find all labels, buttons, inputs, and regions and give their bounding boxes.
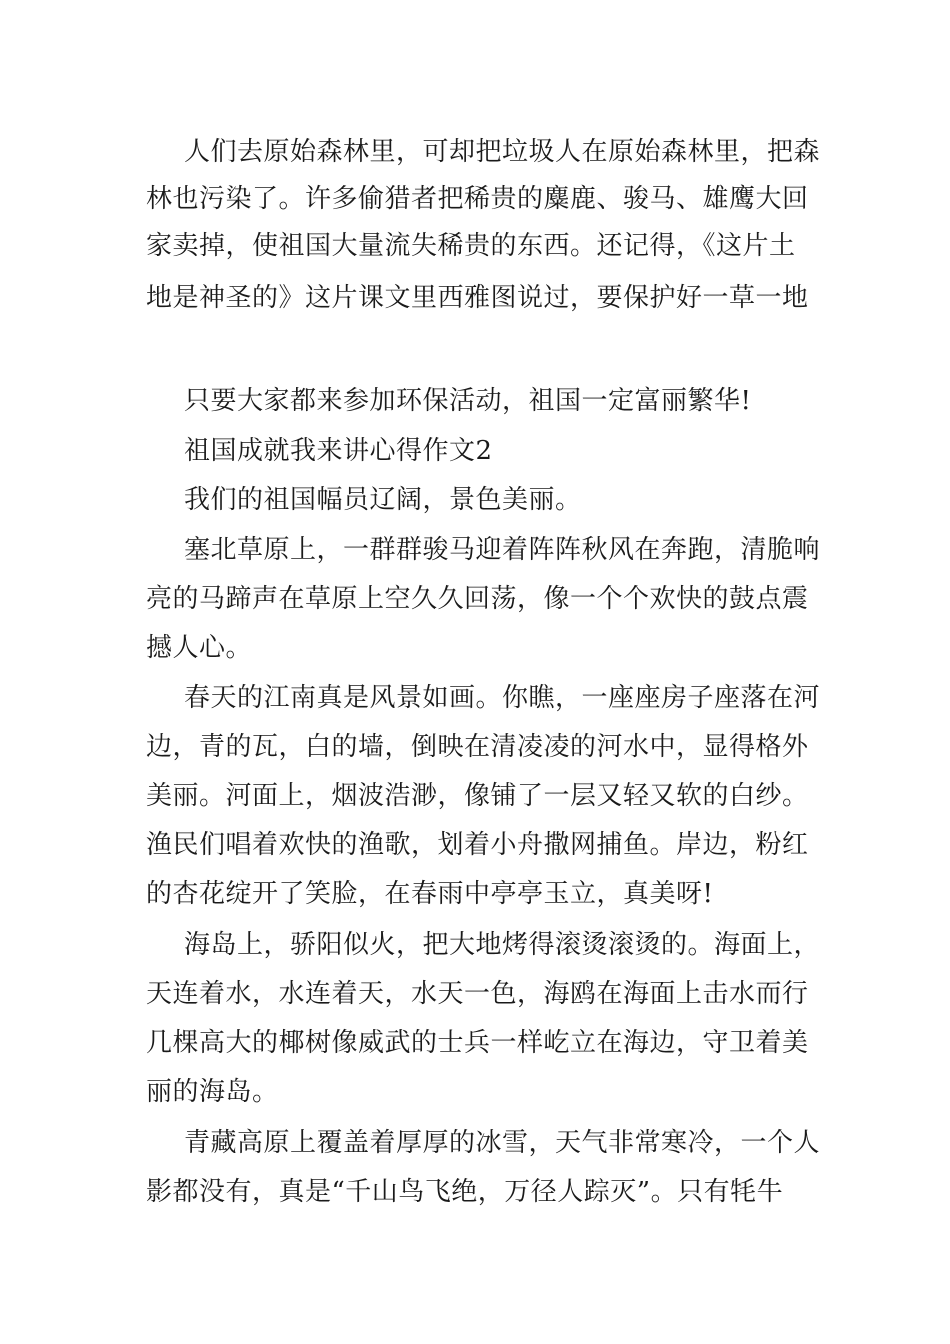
text-line: 春天的江南真是风景如画。你瞧，一座座房子座落在河 — [184, 683, 821, 713]
text-line: 影都没有，真是“千山鸟飞绝，万径人踪灭”。只有牦牛 — [146, 1177, 784, 1207]
section-heading: 祖国成就我来讲心得作文2 — [184, 436, 493, 466]
text-line: 地是神圣的》这片课文里西雅图说过，要保护好一草一地 — [146, 283, 809, 313]
text-line: 丽的海岛。 — [146, 1077, 279, 1107]
text-line: 天连着水，水连着天，水天一色，海鸥在海面上击水而行 — [146, 979, 809, 1009]
text-line: 亮的马蹄声在草原上空久久回荡，像一个个欢快的鼓点震 — [146, 584, 809, 614]
text-line: 撼人心。 — [146, 633, 253, 663]
text-line: 边，青的瓦，白的墙，倒映在清凌凌的河水中，显得格外 — [146, 732, 809, 762]
text-line: 几棵高大的椰树像威武的士兵一样屹立在海边，守卫着美 — [146, 1028, 809, 1058]
text-line: 塞北草原上，一群群骏马迎着阵阵秋风在奔跑，清脆响 — [184, 535, 821, 565]
text-line: 只要大家都来参加环保活动，祖国一定富丽繁华! — [184, 386, 752, 416]
text-line: 海岛上，骄阳似火，把大地烤得滚烫滚烫的。海面上， — [184, 930, 821, 960]
text-line: 林也污染了。许多偷猎者把稀贵的麋鹿、骏马、雄鹰大回 — [146, 184, 809, 214]
text-line: 青藏高原上覆盖着厚厚的冰雪，天气非常寒冷，一个人 — [184, 1128, 821, 1158]
text-line: 我们的祖国幅员辽阔，景色美丽。 — [184, 485, 582, 515]
text-line: 渔民们唱着欢快的渔歌，划着小舟撒网捕鱼。岸边，粉红 — [146, 830, 809, 860]
text-line: 人们去原始森林里，可却把垃圾人在原始森林里，把森 — [184, 137, 821, 167]
text-line: 的杏花绽开了笑脸，在春雨中亭亭玉立，真美呀! — [146, 879, 714, 909]
text-line: 美丽。河面上，烟波浩渺，像铺了一层又轻又软的白纱。 — [146, 781, 809, 811]
text-line: 家卖掉，使祖国大量流失稀贵的东西。还记得，《这片土 — [146, 231, 796, 261]
